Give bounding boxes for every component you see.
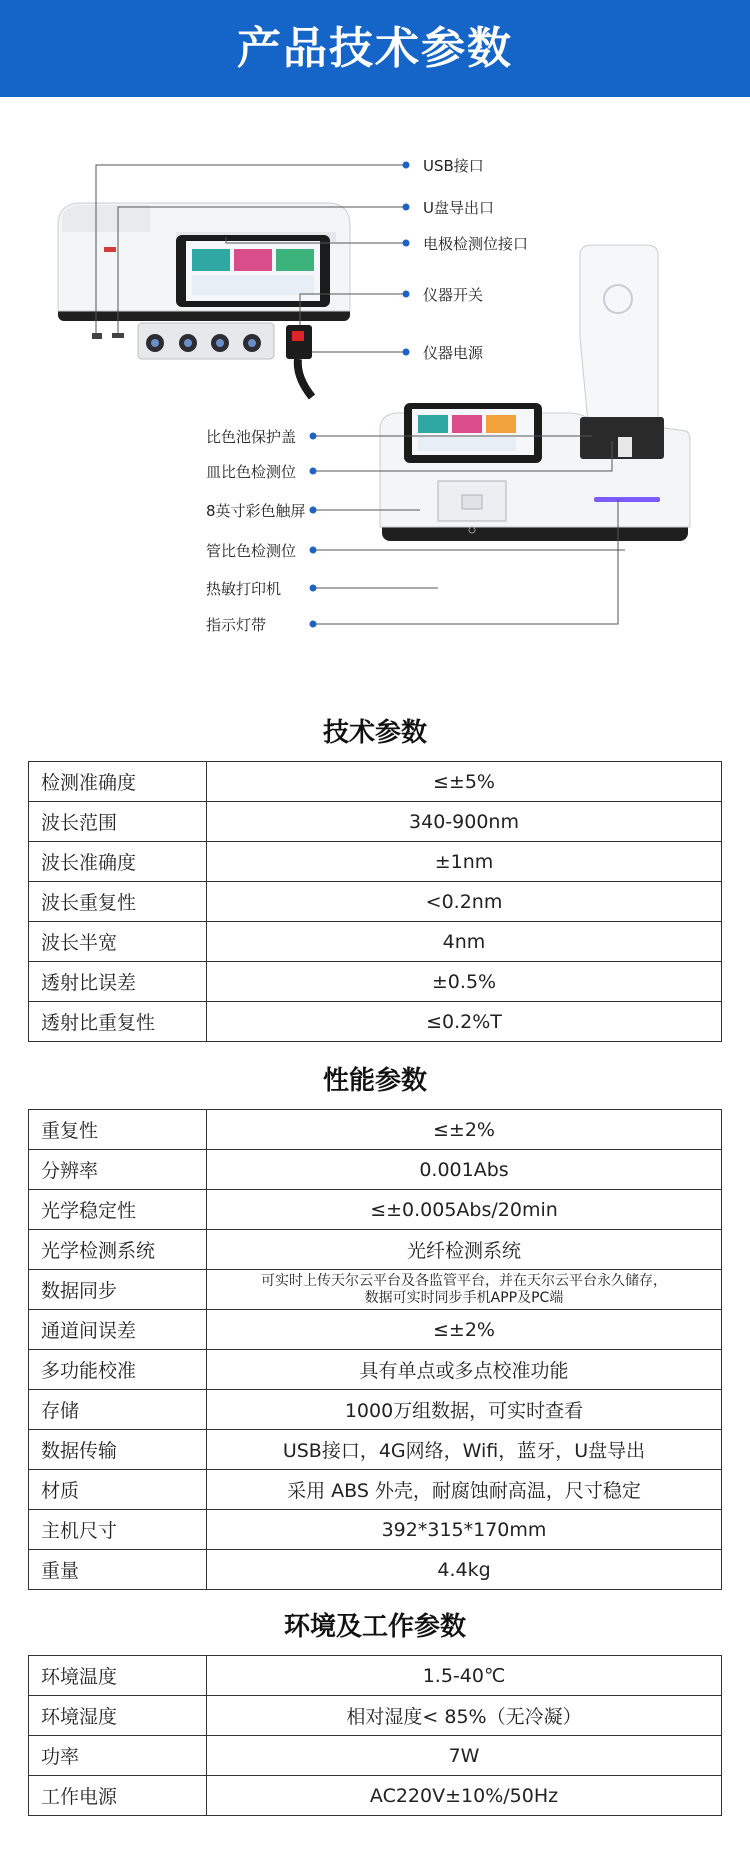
- perf-spec-table: [28, 1109, 722, 1590]
- callout-light-strip: 指示灯带: [206, 616, 267, 634]
- spec-key: 材质: [29, 1470, 207, 1510]
- callout-udisk-port: U盘导出口: [423, 199, 494, 217]
- table-row: [29, 1190, 722, 1230]
- table-row: [29, 1002, 722, 1042]
- spec-value: 具有单点或多点校准功能: [207, 1350, 722, 1390]
- table-row: [29, 1470, 722, 1510]
- spec-key: 数据传输: [29, 1430, 207, 1470]
- spec-key: 数据同步: [29, 1270, 207, 1310]
- spec-key: 多功能校准: [29, 1350, 207, 1390]
- spec-value: 392*315*170mm: [207, 1510, 722, 1550]
- product-figure: [0, 97, 750, 677]
- env-section-title: 环境及工作参数: [283, 1612, 466, 1642]
- spec-value: 7W: [207, 1736, 722, 1776]
- spec-value: 1.5-40℃: [207, 1656, 722, 1696]
- spec-key: 波长重复性: [29, 882, 207, 922]
- spec-key: 主机尺寸: [29, 1510, 207, 1550]
- table-row: [29, 802, 722, 842]
- table-row: [29, 1310, 722, 1350]
- spec-key: 光学检测系统: [29, 1230, 207, 1270]
- table-row: [29, 842, 722, 882]
- table-row: [29, 1230, 722, 1270]
- table-row: [29, 1350, 722, 1390]
- env-spec-table: [28, 1655, 722, 1816]
- spec-value-line-1: 可实时上传天尔云平台及各监管平台，并在天尔云平台永久储存，: [261, 1272, 667, 1289]
- page-title: 产品技术参数: [237, 23, 513, 74]
- spec-value: ≤±5%: [207, 762, 722, 802]
- spec-value: 4nm: [207, 922, 722, 962]
- spec-key: 检测准确度: [29, 762, 207, 802]
- spec-value: ≤±2%: [207, 1110, 722, 1150]
- spec-value: 0.001Abs: [207, 1150, 722, 1190]
- table-row: [29, 1270, 722, 1310]
- spec-value: ≤0.2%T: [207, 1002, 722, 1042]
- callout-power-switch: 仪器开关: [423, 286, 484, 304]
- spec-key: 分辨率: [29, 1150, 207, 1190]
- table-row: [29, 922, 722, 962]
- spec-key: 环境温度: [29, 1656, 207, 1696]
- table-row: [29, 1430, 722, 1470]
- table-row: [29, 762, 722, 802]
- callout-power-supply: 仪器电源: [423, 344, 484, 362]
- callout-touchscreen: 8英寸彩色触屏: [206, 502, 306, 520]
- callout-usb-port: USB接口: [423, 157, 484, 175]
- spec-value: 光纤检测系统: [207, 1230, 722, 1270]
- spec-key: 通道间误差: [29, 1310, 207, 1350]
- spec-key: 重复性: [29, 1110, 207, 1150]
- callout-dish-position: 皿比色检测位: [206, 463, 297, 481]
- spec-key: 波长半宽: [29, 922, 207, 962]
- spec-value: ≤±0.005Abs/20min: [207, 1190, 722, 1230]
- spec-value: 1000万组数据，可实时查看: [207, 1390, 722, 1430]
- callout-cuvette-cover: 比色池保护盖: [206, 428, 297, 446]
- spec-value-line-2: 数据可实时同步手机APP及PC端: [364, 1289, 564, 1306]
- spec-value: 相对湿度< 85%（无冷凝）: [207, 1696, 722, 1736]
- table-row: [29, 962, 722, 1002]
- rear-instrument: [58, 203, 350, 397]
- spec-key: 波长范围: [29, 802, 207, 842]
- spec-key: 功率: [29, 1736, 207, 1776]
- instrument-illustration: [0, 97, 750, 677]
- table-row: [29, 1510, 722, 1550]
- spec-value: ±1nm: [207, 842, 722, 882]
- spec-key: 工作电源: [29, 1776, 207, 1816]
- table-row: [29, 1776, 722, 1816]
- spec-value: AC220V±10%/50Hz: [207, 1776, 722, 1816]
- callout-tube-position: 管比色检测位: [206, 542, 297, 560]
- table-row: [29, 1696, 722, 1736]
- table-row: [29, 882, 722, 922]
- spec-key: 光学稳定性: [29, 1190, 207, 1230]
- perf-section-title: 性能参数: [322, 1066, 427, 1096]
- table-row: [29, 1150, 722, 1190]
- spec-value: USB接口，4G网络，Wifi，蓝牙，U盘导出: [207, 1430, 722, 1470]
- spec-value: 340-900nm: [207, 802, 722, 842]
- spec-key: 波长准确度: [29, 842, 207, 882]
- spec-value: ≤±2%: [207, 1310, 722, 1350]
- spec-value: <0.2nm: [207, 882, 722, 922]
- table-row: [29, 1656, 722, 1696]
- tech-section-title: 技术参数: [322, 718, 427, 748]
- spec-key: 重量: [29, 1550, 207, 1590]
- table-row: [29, 1390, 722, 1430]
- spec-key: 透射比误差: [29, 962, 207, 1002]
- spec-key: 存储: [29, 1390, 207, 1430]
- spec-key: 环境湿度: [29, 1696, 207, 1736]
- spec-value: ±0.5%: [207, 962, 722, 1002]
- callout-thermal-printer: 热敏打印机: [206, 580, 282, 598]
- table-row: [29, 1550, 722, 1590]
- tech-spec-table: [28, 761, 722, 1042]
- spec-value: 采用 ABS 外壳，耐腐蚀耐高温，尺寸稳定: [207, 1470, 722, 1510]
- spec-key: 透射比重复性: [29, 1002, 207, 1042]
- spec-value: 4.4kg: [207, 1550, 722, 1590]
- table-row: [29, 1110, 722, 1150]
- spec-value: [207, 1270, 722, 1310]
- table-row: [29, 1736, 722, 1776]
- callout-electrode-port: 电极检测位接口: [423, 235, 529, 253]
